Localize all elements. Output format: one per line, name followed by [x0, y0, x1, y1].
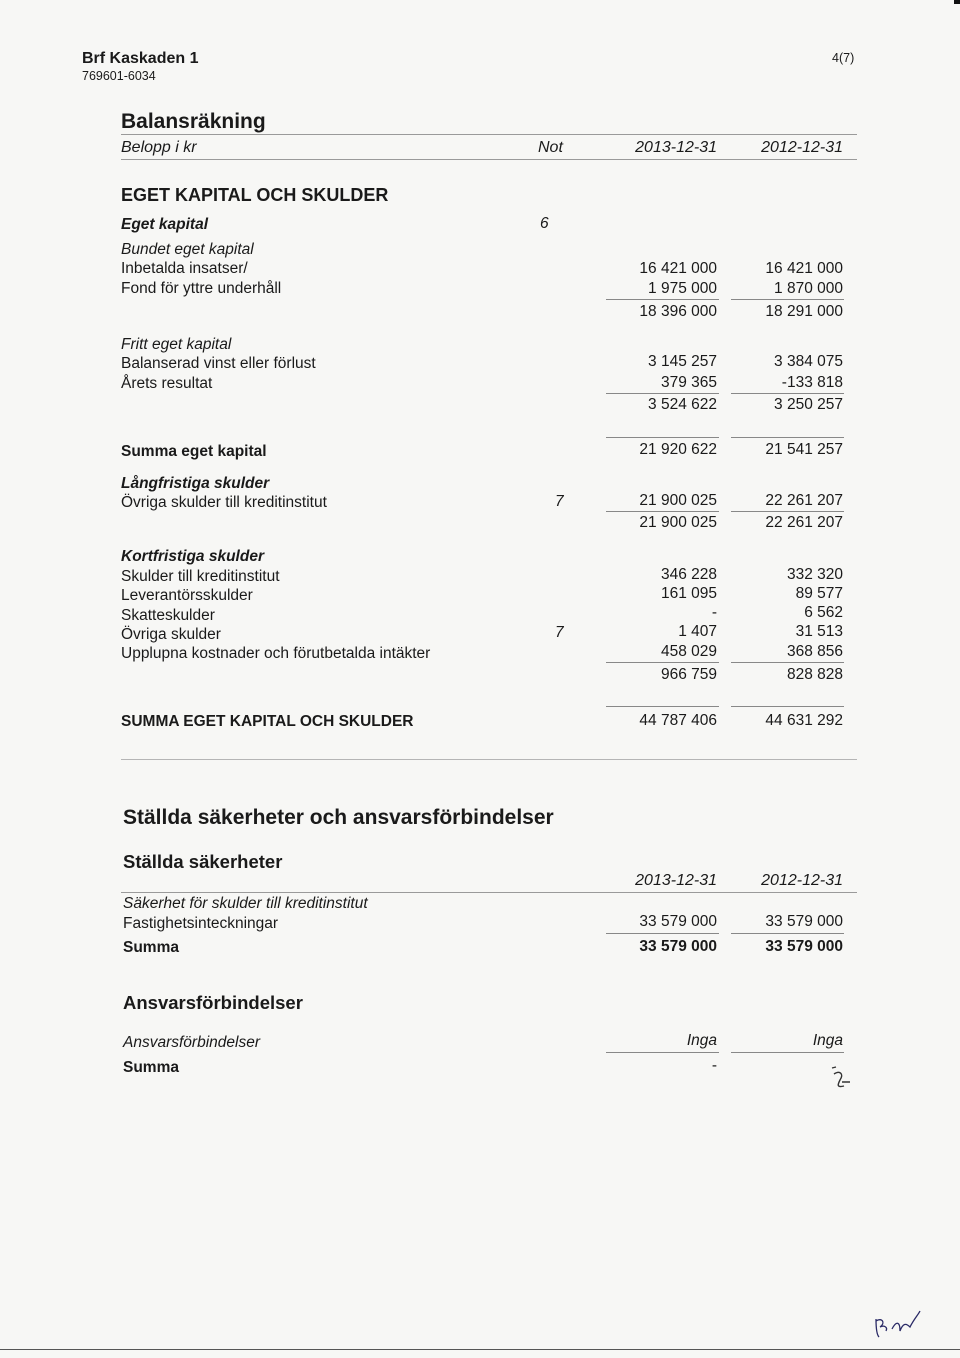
row-value-2013: 33 579 000	[639, 913, 717, 930]
row-value-2013: Inga	[686, 1032, 717, 1049]
row-value-2013: 1 407	[678, 623, 717, 640]
row-value-2013: 21 900 025	[639, 492, 717, 509]
handwritten-mark	[820, 1060, 860, 1100]
summa-total-label: SUMMA EGET KAPITAL OCH SKULDER	[121, 713, 414, 730]
langfristiga-heading: Långfristiga skulder	[121, 475, 270, 492]
ansvar-title: Ansvarsförbindelser	[123, 992, 303, 1013]
row-value-2012: 31 513	[795, 623, 843, 640]
note-column-header: Not	[538, 139, 563, 156]
summa-label: Summa	[123, 1059, 179, 1076]
total-rule	[606, 437, 719, 438]
total-rule	[731, 706, 844, 707]
sakerheter-rule	[121, 892, 857, 893]
row-label: Leverantörsskulder	[121, 587, 253, 604]
row-value-2013: 1 975 000	[648, 280, 717, 297]
subtotal-rule	[606, 393, 719, 394]
subtotal-rule	[606, 299, 719, 300]
subtotal-2012: 18 291 000	[765, 303, 843, 320]
row-label: Skatteskulder	[121, 607, 215, 624]
summa-value-2013: 33 579 000	[639, 938, 717, 955]
summa-eget-kapital-2013: 21 920 622	[639, 441, 717, 458]
pledges-title: Ställda säkerheter och ansvarsförbindelser	[123, 806, 554, 829]
row-value-2012: 3 384 075	[774, 353, 843, 370]
summa-eget-kapital-label: Summa eget kapital	[121, 443, 267, 460]
row-label: Inbetalda insatser/	[121, 260, 248, 277]
subtotal-rule	[606, 933, 719, 934]
summa-total-2013: 44 787 406	[639, 712, 717, 729]
subtotal-2012: 3 250 257	[774, 396, 843, 413]
page-number: 4(7)	[832, 51, 855, 65]
page-edge	[0, 1349, 960, 1350]
row-value-2013: 458 029	[660, 643, 717, 660]
bundet-heading: Bundet eget kapital	[121, 241, 254, 258]
eget-kapital-note: 6	[540, 215, 549, 232]
section-title: EGET KAPITAL OCH SKULDER	[121, 185, 389, 205]
subtotal-rule	[731, 933, 844, 934]
row-value-2013: 379 365	[660, 374, 717, 391]
total-rule	[606, 706, 719, 707]
row-label: Upplupna kostnader och förutbetalda intäkter	[121, 645, 431, 662]
subtotal-rule	[731, 393, 844, 394]
header-rule	[121, 159, 857, 160]
row-label: Övriga skulder till kreditinstitut	[121, 494, 327, 511]
row-value-2013: 16 421 000	[639, 260, 717, 277]
sakerheter-header-2012: 2012-12-31	[761, 872, 843, 889]
row-label: Årets resultat	[121, 375, 213, 392]
fritt-heading: Fritt eget kapital	[121, 336, 232, 353]
summa-value-2013: -	[711, 1057, 717, 1074]
subtotal-rule	[731, 299, 844, 300]
subtotal-rule	[606, 662, 719, 663]
subtotal-2012: 22 261 207	[765, 514, 843, 531]
subtotal-rule	[606, 511, 719, 512]
summa-value-2012: 33 579 000	[765, 938, 843, 955]
row-value-2012: 89 577	[795, 585, 843, 602]
subtotal-rule	[731, 1052, 844, 1053]
row-label: Ansvarsförbindelser	[123, 1034, 260, 1051]
subtotal-2013: 3 524 622	[648, 396, 717, 413]
org-name: Brf Kaskaden 1	[82, 50, 199, 67]
row-value-2012: 16 421 000	[765, 260, 843, 277]
subtotal-rule	[731, 662, 844, 663]
total-rule	[731, 437, 844, 438]
section-divider	[121, 759, 857, 760]
row-value-2012: 6 562	[804, 604, 843, 621]
subtotal-2012: 828 828	[786, 666, 843, 683]
row-value-2012: 33 579 000	[765, 913, 843, 930]
column-header-2013: 2013-12-31	[635, 139, 717, 156]
page-title: Balansräkning	[121, 110, 266, 133]
row-value-2012: 332 320	[786, 566, 843, 583]
sakerheter-header-2013: 2013-12-31	[635, 872, 717, 889]
row-value-2012: -133 818	[781, 374, 843, 391]
row-value-2013: 3 145 257	[648, 353, 717, 370]
row-label: Övriga skulder	[121, 626, 221, 643]
kortfristiga-heading: Kortfristiga skulder	[121, 548, 264, 565]
row-value-2012: 1 870 000	[774, 280, 843, 297]
row-label: Fond för yttre underhåll	[121, 280, 282, 297]
row-note: 7	[555, 493, 564, 510]
row-value-2012: Inga	[812, 1032, 843, 1049]
subtotal-2013: 21 900 025	[639, 514, 717, 531]
subtotal-rule	[731, 511, 844, 512]
org-number: 769601-6034	[82, 69, 156, 83]
column-header-2012: 2012-12-31	[761, 139, 843, 156]
summa-label: Summa	[123, 939, 179, 956]
row-value-2013: 161 095	[660, 585, 717, 602]
row-value-2013: -	[711, 604, 717, 621]
row-note: 7	[555, 624, 564, 641]
row-value-2012: 368 856	[786, 643, 843, 660]
amount-unit-label: Belopp i kr	[121, 139, 197, 156]
summa-eget-kapital-2012: 21 541 257	[765, 441, 843, 458]
row-value-2012: 22 261 207	[765, 492, 843, 509]
row-label: Skulder till kreditinstitut	[121, 568, 280, 585]
corner-mark	[954, 0, 960, 4]
subtotal-rule	[606, 1052, 719, 1053]
subtotal-2013: 18 396 000	[639, 303, 717, 320]
title-rule	[121, 134, 857, 135]
initials-signature	[870, 1305, 930, 1345]
row-label: Fastighetsinteckningar	[123, 915, 279, 932]
row-label: Balanserad vinst eller förlust	[121, 355, 316, 372]
subtotal-2013: 966 759	[660, 666, 717, 683]
sakerheter-sub-label: Säkerhet för skulder till kreditinstitut	[123, 895, 368, 912]
sakerheter-title: Ställda säkerheter	[123, 851, 283, 872]
row-value-2013: 346 228	[660, 566, 717, 583]
eget-kapital-heading: Eget kapital	[121, 216, 208, 233]
summa-total-2012: 44 631 292	[765, 712, 843, 729]
